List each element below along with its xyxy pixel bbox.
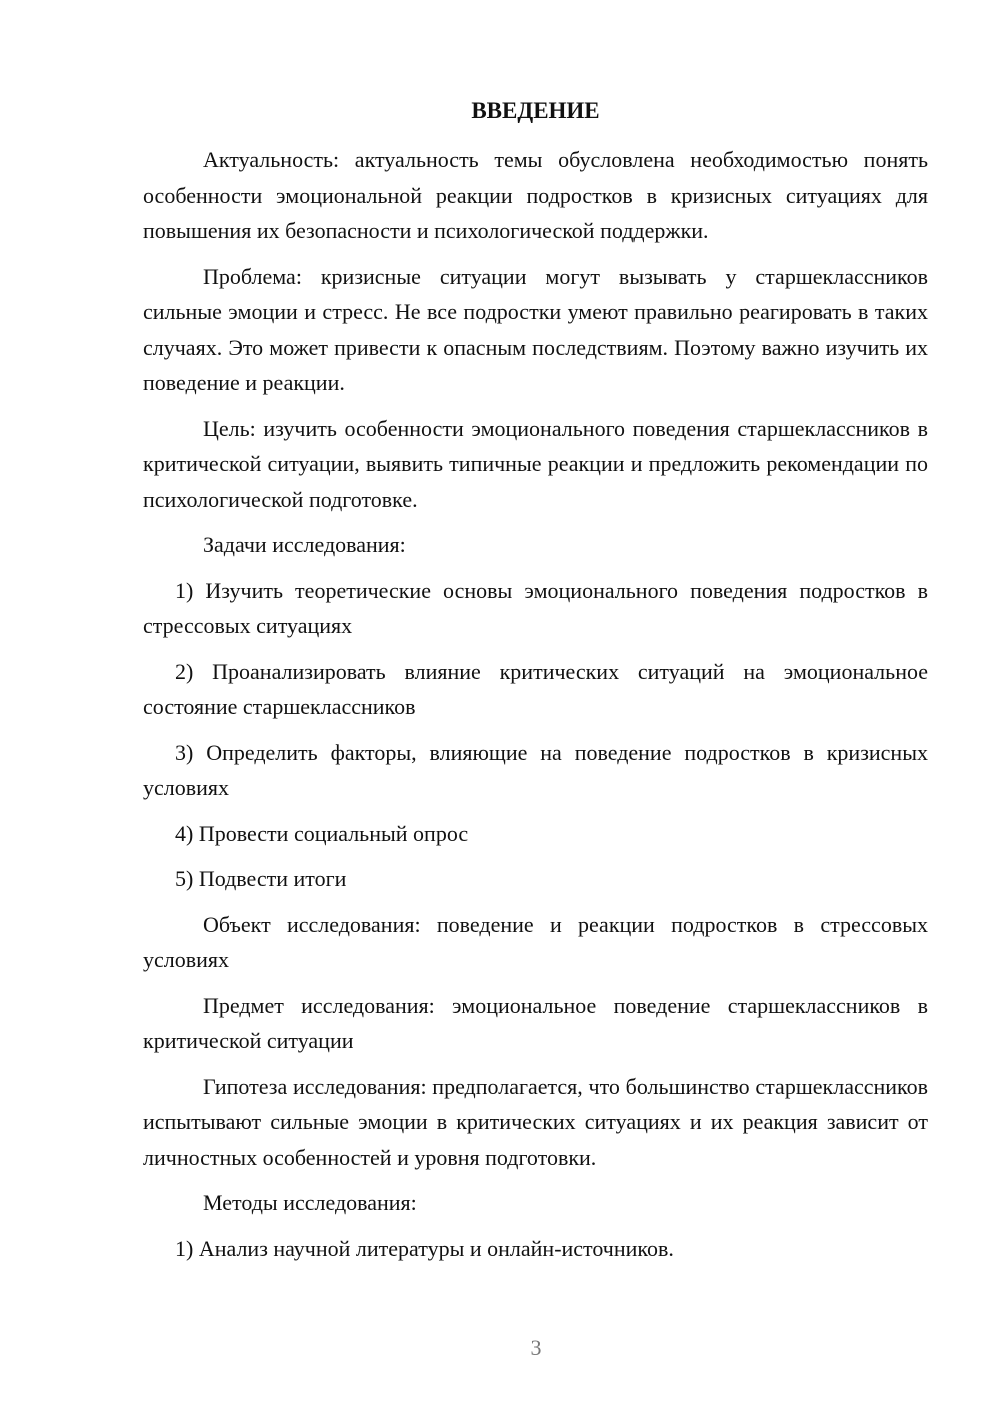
document-page bbox=[143, 94, 928, 1276]
paragraph-problem: Проблема: кризисные ситуации могут вызывать у старшеклассников сильные эмоции и стресс. Не все подростки умеют правильно реагировать в таких случаях. Это может привести к опасным последствиям. Поэтому важно изучить их поведение и реакции. bbox=[143, 263, 928, 395]
task-item-1: 1) Изучить теоретические основы эмоционального поведения подростков в стрессовых ситуациях bbox=[143, 577, 928, 638]
paragraph-relevance: Актуальность: актуальность темы обусловлена необходимостью понять особенности эмоциональной реакции подростков в кризисных ситуациях для повышения их безопасности и психологической поддержки. bbox=[143, 147, 928, 243]
task-item-2: 2) Проанализировать влияние критических ситуаций на эмоциональное состояние старшеклассников bbox=[143, 658, 928, 719]
method-item-1: 1) Анализ научной литературы и онлайн-источников. bbox=[175, 1235, 674, 1261]
page-title: ВВЕДЕНИЕ bbox=[471, 98, 600, 123]
task-item-4: 4) Провести социальный опрос bbox=[175, 820, 469, 846]
paragraph-tasks-heading: Задачи исследования: bbox=[203, 532, 406, 557]
paragraph-methods-heading: Методы исследования: bbox=[203, 1190, 417, 1215]
paragraph-object: Объект исследования: поведение и реакции подростков в стрессовых условиях bbox=[143, 911, 928, 972]
task-item-5: 5) Подвести итоги bbox=[175, 866, 347, 891]
paragraph-goal: Цель: изучить особенности эмоционального поведения старшеклассников в критической ситуации, выявить типичные реакции и предложить рекомендации по психологической подготовке. bbox=[143, 415, 928, 512]
paragraph-subject: Предмет исследования: эмоциональное поведение старшеклассников в критической ситуации bbox=[143, 992, 928, 1053]
paragraph-hypothesis: Гипотеза исследования: предполагается, что большинство старшеклассников испытывают сильные эмоции в критических ситуациях и их реакция зависит от личностных особенностей и уровня подготовки. bbox=[143, 1073, 928, 1170]
task-item-3: 3) Определить факторы, влияющие на поведение подростков в кризисных условиях bbox=[143, 739, 928, 800]
page-number: 3 bbox=[530, 1335, 542, 1360]
